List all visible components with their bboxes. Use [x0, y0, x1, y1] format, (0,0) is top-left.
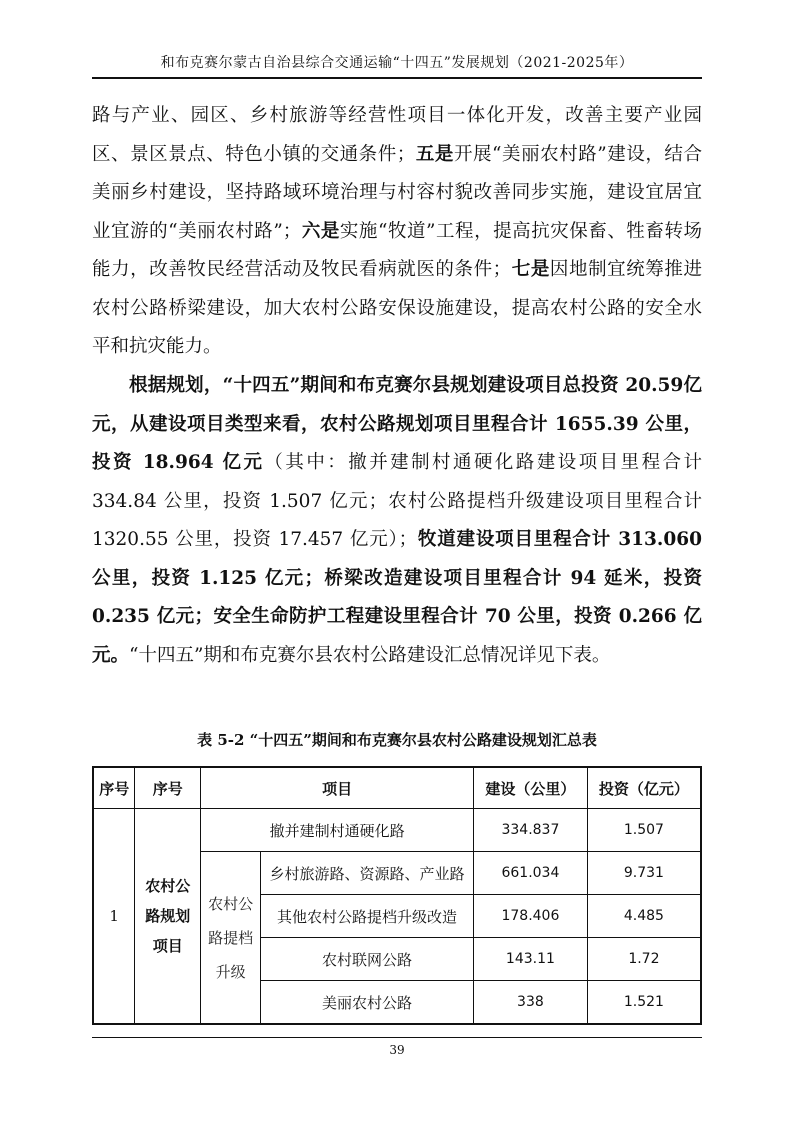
table-row [93, 809, 701, 852]
bold-marker-five: 五是 [415, 143, 454, 165]
length-cell: 338 [474, 981, 588, 1025]
bold-marker-seven: 七是 [511, 259, 550, 280]
item-cell: 乡村旅游路、资源路、产业路 [260, 852, 473, 895]
table-caption: 表 5-2 “十四五”期间和布克赛尔县农村公路建设规划汇总表 [197, 731, 597, 749]
group-number-cell: 1 [93, 809, 135, 1025]
subcategory-cell: 农村公路提档升级 [201, 852, 261, 1025]
length-cell: 178.406 [474, 895, 588, 938]
investment-cell: 1.521 [587, 981, 701, 1025]
header-divider [92, 77, 702, 79]
header-cell-investment: 投资（亿元） [587, 767, 701, 809]
investment-cell: 1.507 [587, 809, 701, 852]
header-cell-length: 建设（公里） [474, 767, 588, 809]
length-cell: 661.034 [474, 852, 588, 895]
bold-marker-six: 六是 [301, 220, 340, 242]
header-cell-number: 序号 [93, 767, 135, 809]
body-paragraph-2 [92, 367, 702, 675]
item-cell: 撤并建制村通硬化路 [201, 809, 474, 852]
item-cell: 美丽农村公路 [260, 981, 473, 1025]
investment-cell: 9.731 [587, 852, 701, 895]
item-cell: 农村联网公路 [260, 938, 473, 981]
paragraph-text: （其中：撤并建制村通硬化路建设项目里程合计 334.84 公里，投资 1.507 亿元；农村公路提档升级建设项目里程合计 1320.55 公里，投资 17.457 亿元）； [92, 452, 702, 550]
table-header-row [93, 767, 701, 809]
investment-cell: 4.485 [587, 895, 701, 938]
body-paragraph-1 [92, 97, 702, 367]
item-cell: 其他农村公路提档升级改造 [260, 895, 473, 938]
footer-divider [92, 1037, 702, 1038]
page-number: 39 [389, 1043, 405, 1057]
bold-summary-text: 牧道建设项目里程合计 313.060 公里，投资 1.125 亿元；桥梁改造建设项目里程合计 94 延米，投资 0.235 亿元；安全生命防护工程建设里程合计 70 公里，投资 0.266 亿元。 [92, 529, 702, 666]
paragraph-text: 路与产业、园区、乡村旅游等经营性项目一体化开发，改善主要产业园区、景区景点、特色小镇的交通条件； [92, 105, 702, 165]
summary-table [92, 766, 702, 1025]
bold-summary-text: 根据规划，“十四五”期间和布克赛尔县规划建设项目总投资 20.59亿元，从建设项目类型来看，农村公路规划项目里程合计 1655.39 公里，投资 18.964 亿元 [92, 375, 702, 473]
header-cell-number-2: 序号 [135, 767, 201, 809]
paragraph-text: 因地制宜统筹推进农村公路桥梁建设，加大农村公路安保设施建设，提高农村公路的安全水平和抗灾能力。 [92, 259, 702, 357]
paragraph-text: “十四五”期和布克赛尔县农村公路建设汇总情况详见下表。 [129, 644, 611, 666]
category-cell: 农村公路规划项目 [135, 809, 201, 1025]
length-cell: 143.11 [474, 938, 588, 981]
investment-cell: 1.72 [587, 938, 701, 981]
header-cell-item: 项目 [201, 767, 474, 809]
page-header-title: 和布克赛尔蒙古自治县综合交通运输“十四五”发展规划（2021-2025年） [160, 55, 634, 71]
paragraph-text: 开展“美丽农村路”建设，结合美丽乡村建设，坚持路域环境治理与村容村貌改善同步实施，建设宜居宜业宜游的“美丽农村路”； [92, 143, 702, 242]
length-cell: 334.837 [474, 809, 588, 852]
paragraph-text: 实施“牧道”工程，提高抗灾保畜、牲畜转场能力，改善牧民经营活动及牧民看病就医的条件； [92, 220, 702, 280]
